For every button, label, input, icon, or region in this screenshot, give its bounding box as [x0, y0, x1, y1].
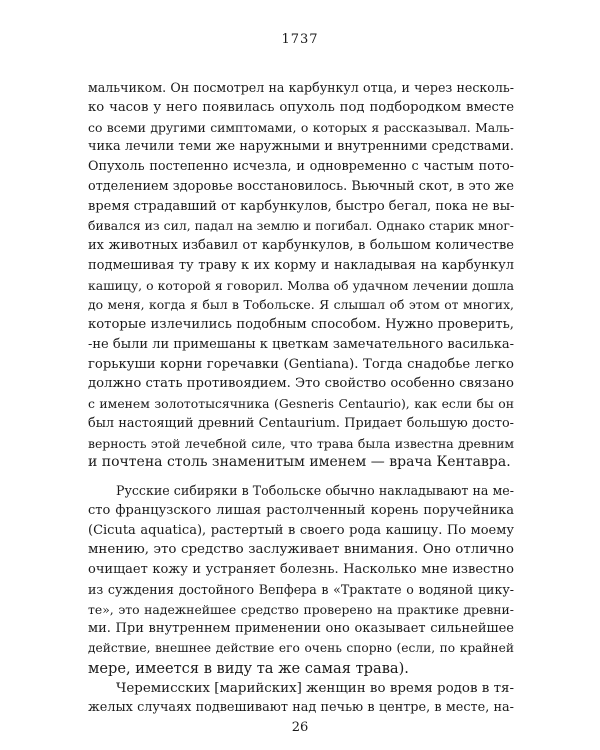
- text-line: должно стать противоядием. Это свойство особенно связано: [88, 376, 514, 392]
- text-line: подмешивая ту траву к их корму и накладывая на карбункул: [88, 257, 514, 273]
- text-line: с именем золототысячника (Gesneris Centaurio), как если бы он: [88, 396, 514, 411]
- paragraph: [88, 481, 514, 679]
- text-line: мнению, это средство заслуживает внимания. Оно отлично: [88, 542, 514, 558]
- page-number: 26: [291, 720, 309, 735]
- text-line: желых случаях подвешивают над печью в центре, в месте, на-: [88, 700, 514, 716]
- text-line: Русские сибиряки в Тобольске обычно накладывают на ме-: [116, 483, 514, 498]
- text-line: до меня, когда я был в Тобольске. Я слышал об этом от многих,: [88, 297, 514, 313]
- paragraph: [88, 679, 514, 719]
- text-line: ко часов у него появилась опухоль под подбородком вместе: [88, 99, 514, 115]
- text-line: Опухоль постепенно исчезла, и одновременно с частым пото-: [88, 159, 514, 174]
- body-text: [88, 78, 514, 718]
- text-line: чика лечили теми же наружными и внутренними средствами.: [88, 139, 514, 155]
- text-line: время страдавший от карбункулов, быстро бегал, пока не вы-: [88, 198, 515, 214]
- text-line: из суждения достойного Вепфера в «Трактате о водяной цику-: [88, 581, 514, 597]
- text-line: мере, имеется в виду та же самая трава).: [88, 659, 409, 677]
- paragraph-gap: [88, 473, 514, 481]
- paragraph: [88, 78, 514, 473]
- text-line: со всеми другими симптомами, о которых я рассказывал. Маль-: [88, 119, 514, 135]
- text-line: сто французского лишая растолченный корень поручейника: [88, 502, 514, 518]
- text-line: действие, внешнее действие его очень спорно (если, по крайней: [88, 641, 514, 655]
- text-line: был настоящий древний Centaurium. Придает большую досто-: [88, 415, 514, 431]
- text-line: отделением здоровье восстановилось. Вьючный скот, в это же: [88, 178, 514, 194]
- text-line: очищает кожу и устраняет болезнь. Насколько мне известно: [88, 562, 514, 577]
- running-header-year: 1737: [281, 32, 319, 47]
- text-line: мальчиком. Он посмотрел на карбункул отца, и через несколь-: [88, 80, 514, 95]
- text-line: горькуши корни горечавки (Gentiana). Тогда снадобье легко: [88, 356, 514, 372]
- text-line: (Cicuta aquatica), растертый в своего рода кашицу. По моему: [88, 522, 514, 538]
- text-line: ми. При внутреннем применении оно оказывает сильнейшее: [88, 621, 514, 637]
- text-line: бивался из сил, падал на землю и погибал. Однако старик мног-: [88, 218, 514, 234]
- text-line: те», это надежнейшее средство проверено на практике древни-: [88, 601, 514, 617]
- text-line: Черемисских [марийских] женщин во время родов в тя-: [116, 680, 514, 696]
- text-line: кашицу, о которой я говорил. Молва об удачном лечении дошла: [88, 277, 514, 293]
- text-line: -не были ли примешаны к цветкам замечательного василька-: [88, 336, 514, 352]
- text-line: их животных избавил от карбункулов, в большом количестве: [88, 238, 514, 253]
- text-line: верность этой лечебной силе, что трава была известна древним: [88, 435, 514, 451]
- text-line: которые излечились подобным способом. Нужно проверить,: [88, 317, 514, 332]
- text-line: и почтена столь знаменитым именем — врача Кентавра.: [88, 454, 511, 471]
